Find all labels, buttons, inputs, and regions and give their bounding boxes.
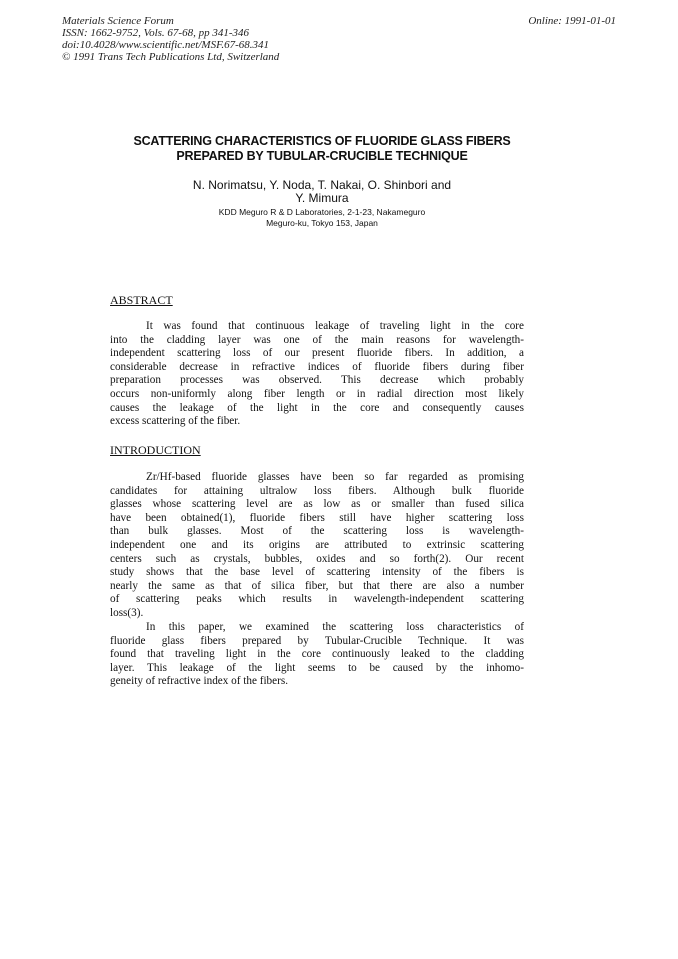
introduction-paragraph-2 bbox=[110, 621, 524, 689]
intro-line: Zr/Hf-based fluoride glasses have been so far regarded as promising bbox=[146, 471, 524, 483]
introduction-paragraph-1 bbox=[110, 471, 524, 621]
intro-line: glasses whose scattering level are as low as or smaller than fused silica bbox=[110, 498, 524, 511]
title-line-1: SCATTERING CHARACTERISTICS OF FLUORIDE GLASS FIBERS bbox=[133, 134, 511, 148]
intro-line: layer. This leakage of the light seems to be caused by the inhomo- bbox=[110, 661, 524, 674]
abstract-line: occurs non-uniformly along fiber length or in radial direction most likely bbox=[110, 387, 524, 400]
abstract-line: preparation processes was observed. This decrease which probably bbox=[110, 374, 524, 387]
abstract-heading: ABSTRACT bbox=[110, 293, 173, 307]
abstract-line: into the cladding layer was one of the main reasons for wavelength- bbox=[110, 333, 524, 346]
author-list bbox=[110, 179, 534, 205]
copyright-line: © 1991 Trans Tech Publications Ltd, Switzerland bbox=[62, 51, 280, 63]
intro-line: candidates for attaining ultralow loss fibers. Although bulk fluoride bbox=[110, 484, 524, 497]
authors-line-1: N. Norimatsu, Y. Noda, T. Nakai, O. Shinbori and bbox=[192, 178, 452, 192]
intro-line: study shows that the base level of scattering intensity of the fibers is bbox=[110, 566, 524, 579]
online-date: Online: 1991-01-01 bbox=[528, 15, 616, 27]
affiliation bbox=[110, 207, 534, 229]
intro-line: of scattering peaks which results in wavelength-independent scattering bbox=[110, 593, 524, 606]
intro-line: have been obtained(1), fluoride fibers still have higher scattering loss bbox=[110, 511, 524, 524]
intro-line: independent one and its origins are attributed to extrinsic scattering bbox=[110, 538, 524, 551]
abstract-line: It was found that continuous leakage of traveling light in the core bbox=[146, 320, 524, 332]
journal-name: Materials Science Forum bbox=[62, 15, 174, 27]
intro-line: geneity of refractive index of the fibers. bbox=[110, 675, 288, 688]
abstract-line: causes the leakage of the light in the core and consequently causes bbox=[110, 401, 524, 414]
abstract-line: excess scattering of the fiber. bbox=[110, 415, 241, 428]
intro-line: found that traveling light in the core continuously leaked to the cladding bbox=[110, 648, 524, 661]
title-line-2: PREPARED BY TUBULAR-CRUCIBLE TECHNIQUE bbox=[176, 149, 468, 163]
intro-line: In this paper, we examined the scattering loss characteristics of bbox=[146, 621, 524, 633]
doi-line[interactable]: doi:10.4028/www.scientific.net/MSF.67-68.341 bbox=[62, 39, 270, 51]
journal-header bbox=[62, 15, 279, 63]
abstract-line: independent scattering loss of our present fluoride fibers. In addition, a bbox=[110, 347, 524, 360]
intro-line: centers such as crystals, bubbles, oxides and so forth(2). Our recent bbox=[110, 552, 524, 565]
affiliation-line-1: KDD Meguro R & D Laboratories, 2-1-23, Nakameguro bbox=[218, 207, 426, 217]
abstract-line: considerable decrease in refractive indices of fluoride fibers during fiber bbox=[110, 360, 524, 373]
introduction-heading: INTRODUCTION bbox=[110, 443, 201, 457]
intro-line: fluoride glass fibers prepared by Tubular-Crucible Technique. It was bbox=[110, 634, 524, 647]
paper-title bbox=[110, 134, 534, 164]
intro-line: nearly the same as that of silica fiber, but that there are also a number bbox=[110, 579, 524, 592]
intro-line: than bulk glasses. Most of the scattering loss is wavelength- bbox=[110, 525, 524, 538]
authors-line-2: Y. Mimura bbox=[295, 191, 349, 205]
intro-line: loss(3). bbox=[110, 606, 144, 619]
affiliation-line-2: Meguro-ku, Tokyo 153, Japan bbox=[266, 218, 378, 228]
abstract-paragraph bbox=[110, 320, 524, 429]
issn-line: ISSN: 1662-9752, Vols. 67-68, pp 341-346 bbox=[62, 27, 249, 39]
